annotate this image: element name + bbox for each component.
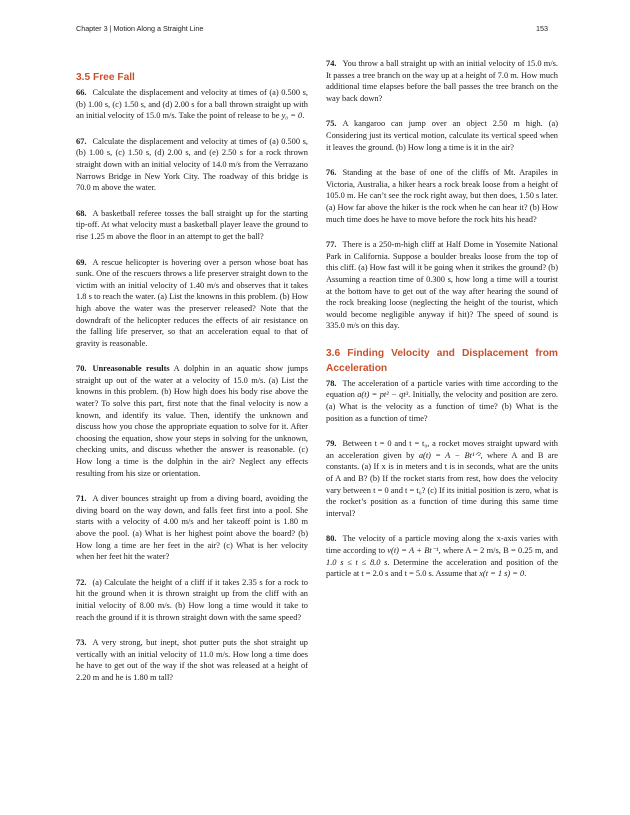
- left-column: [76, 70, 308, 698]
- problem-text: A diver bounces straight up from a diving board, avoiding the diving board on the way down, and falls feet first into a pool. She starts with a velocity of 4.00 m/s and her takeoff point is 1.80 m above the pool. (a) What is her highest point above the board? (b) How long a time are her feet in the air? (c) What is her velocity when her feet hit the water?: [76, 494, 308, 562]
- problem-text-cont: . Initially, the velocity and position are zero. (a) What is the velocity as a function of time? (b) What is the position as a function of time?: [326, 390, 558, 423]
- equation: v(t) = A + Bt⁻¹: [387, 546, 439, 555]
- problem-number: 75.: [326, 119, 337, 129]
- problem-77: [326, 239, 558, 332]
- problem-text-cont: , where A and B are constants. (a) If x is in meters and t is in seconds, what are the units of A and B? (b) If the rocket starts from rest, how does the velocity vary between t = 0 and t = t₀? (c) If its initial position is zero, what is the rocket’s position as a function of time during this same time interval?: [326, 450, 559, 518]
- problem-78: [326, 378, 558, 424]
- problem-text: A dolphin in an aquatic show jumps straight up out of the water at a velocity of 15.0 m/s. (a) List the knowns in this problem. (b) How high does his body rise above the water? To solve this part, first note that the final velocity is now a known, and identify its value. Then, identify the unknown and discuss how you chose the appropriate equation to solve for it. After choosing the equation, show your steps in solving for the unknown, checking units, and discuss whether the answer is reasonable. (c) How long a time is the dolphin in the air? Neglect any effects resulting from his size or orientation.: [76, 364, 308, 478]
- problem-text: Calculate the displacement and velocity at times of (a) 0.500 s, (b) 1.00 s, (c) 1.50 s, (d) 2.00 s, and (e) 2.50 s for a rock thrown straight down with an initial velocity of 14.0 m/s from the Verrazano Narrows Bridge in New York City. The roadway of this bridge is 70.0 m above the water.: [76, 136, 308, 193]
- equation: a(t) = pt² − qt³: [357, 390, 409, 400]
- section-title-velocity: 3.6 Finding Velocity and Displacement from Acceleration: [326, 347, 558, 374]
- problem-text: A kangaroo can jump over an object 2.50 m high. (a) Considering just its vertical motion, calculate its vertical speed when it leaves the ground. (b) How long a time is it in the air?: [326, 119, 558, 152]
- running-head: [76, 24, 548, 33]
- problem-number: 70.: [76, 364, 87, 374]
- problem-text: You throw a ball straight up with an initial velocity of 15.0 m/s. It passes a tree branch on the way up at a height of 7.0 m. How much additional time elapses before the ball passes the tree branch on the way back down?: [326, 59, 558, 103]
- section-title-free-fall: 3.5 Free Fall: [76, 72, 135, 83]
- problem-67: [76, 136, 308, 194]
- problem-number: 79.: [326, 439, 337, 449]
- problem-text: (a) Calculate the height of a cliff if it takes 2.35 s for a rock to hit the ground when it is thrown straight up from the cliff with an initial velocity of 8.00 m/s. (b) How long a time would it take to reach the ground if it is thrown straight down with the same speed?: [76, 577, 308, 622]
- problem-79: [326, 438, 558, 519]
- problem-number: 74.: [326, 59, 337, 68]
- problem-text-cont2: . Determine the acceleration and position of the particle at t = 2.0 s and t = 5.0 s. Assume that: [326, 557, 558, 579]
- problem-label: Unreasonable results: [92, 364, 170, 374]
- problem-68: [76, 208, 308, 243]
- problem-text-cont: , where A = 2 m/s, B = 0.25 m, and: [438, 546, 558, 555]
- problem-70: [76, 363, 308, 479]
- problem-number: 67.: [76, 136, 87, 146]
- problem-number: 69.: [76, 257, 87, 267]
- equation-range: 1.0 s ≤ t ≤ 8.0 s: [326, 557, 388, 567]
- problem-number: 66.: [76, 88, 87, 97]
- problem-71: [76, 493, 308, 563]
- equation: y₀ = 0: [281, 111, 303, 121]
- problem-number: 77.: [326, 240, 337, 250]
- problem-72: [76, 577, 308, 623]
- problem-text: A rescue helicopter is hovering over a person whose boat has sunk. One of the rescuers throws a life preserver straight down to the victim with an initial velocity of 1.40 m/s and observes that it takes 1.8 s to reach the water. (a) List the knowns in this problem. (b) How high above the water was the preserver released? Note that the downdraft of the helicopter reduces the effects of air resistance on the falling life preserver, so that an acceleration equal to that of gravity is reasonable.: [76, 257, 308, 348]
- equation-initial: x(t = 1 s) = 0: [479, 569, 525, 579]
- problem-text: A basketball referee tosses the ball straight up for the starting tip-off. At what velocity must a basketball player leave the ground to rise 1.25 m above the floor in an attempt to get the ball?: [76, 208, 308, 241]
- page-number: 153: [536, 24, 548, 33]
- problem-76: [326, 167, 558, 225]
- problem-number: 72.: [76, 577, 87, 587]
- problem-number: 71.: [76, 494, 87, 504]
- problem-text: The acceleration of a particle varies with time according to the equation: [326, 378, 558, 400]
- problem-end: .: [302, 111, 305, 121]
- problem-number: 78.: [326, 378, 337, 388]
- problem-text: Calculate the displacement and velocity at times of (a) 0.500 s, (b) 1.00 s, (c) 1.50 s, and (d) 2.00 s for a ball thrown straight up with an initial velocity of 15.0 m/s. Take the point of release to be: [76, 88, 308, 121]
- problem-73-start: [76, 637, 308, 683]
- problem-text: There is a 250-m-high cliff at Half Dome in Yosemite National Park in California. Suppose a boulder breaks loose from the top of this cliff. (a) How fast will it be going when it strikes the ground? (b) Assuming a reaction time of 0.300 s, how long a time will a tourist at the bottom have to get out of the way after hearing the sound of the rock breaking loose (neglecting the height of the tourist, which would become negligible anyway if hit)? The speed of sound is 335.0 m/s on this day.: [326, 240, 558, 331]
- problem-number: 68.: [76, 208, 87, 218]
- problem-66: [76, 87, 308, 122]
- problem-text: A very strong, but inept, shot putter puts the shot straight up vertically with an initial velocity of 11.0 m/s. How long a time does he have to get out of the way if the shot was released at a height of 2.20 m and he is 1.80 m tall?: [76, 638, 308, 682]
- right-column: [326, 58, 558, 594]
- problem-text: Between t = 0 and t = t₀, a rocket moves straight upward with an acceleration given by: [326, 439, 558, 460]
- equation: a(t) = A − Bt¹ᐟ²: [418, 450, 481, 460]
- problem-69: [76, 257, 308, 350]
- problem-80: [326, 533, 558, 579]
- problem-number: 76.: [326, 168, 337, 178]
- problem-text: Standing at the base of one of the cliffs of Mt. Arapiles in Victoria, Australia, a hiker hears a rock break loose from a height of 105.0 m. He can’t see the rock right away, but then does, 1.50 s later. (a) How far above the hiker is the rock when he can hear it? (b) How much time does he have to move before the rock hits his head?: [326, 168, 558, 224]
- problem-74: [326, 58, 558, 104]
- problem-end: .: [524, 569, 527, 579]
- problem-number: 80.: [326, 534, 337, 544]
- chapter-title: Chapter 3 | Motion Along a Straight Line: [76, 24, 204, 33]
- problem-75: [326, 118, 558, 153]
- problem-text: The velocity of a particle moving along the x-axis varies with time according to: [326, 534, 558, 555]
- problem-number: 73.: [76, 638, 87, 648]
